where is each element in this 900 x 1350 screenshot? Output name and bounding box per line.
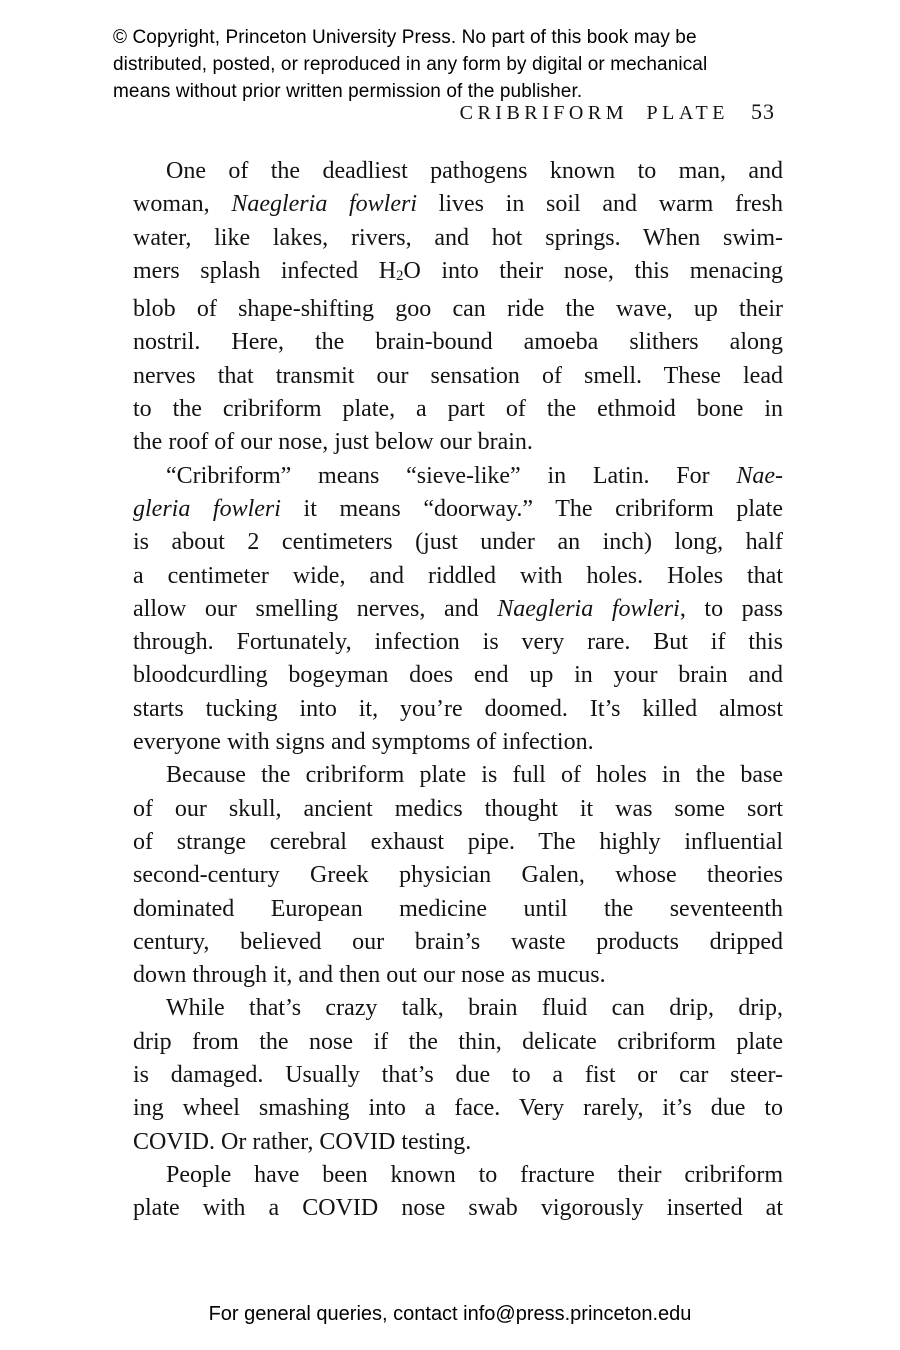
text-segment: One of the deadliest pathogens known to man, and xyxy=(166,158,783,184)
footer-queries-line: For general queries, contact info@press.princeton.edu xyxy=(208,1303,692,1325)
text-segment: century, believed our brain’s waste products dripped xyxy=(133,928,783,955)
text-line xyxy=(133,926,783,959)
text-line xyxy=(133,426,783,459)
text-line xyxy=(133,759,783,792)
text-line xyxy=(133,726,783,759)
text-line xyxy=(133,793,783,826)
text-line xyxy=(133,593,783,626)
paragraph xyxy=(133,759,783,992)
text-segment: O into their nose, this menacing xyxy=(403,257,783,284)
paragraph xyxy=(133,460,783,760)
text-line xyxy=(133,1192,783,1225)
text-segment: second-century Greek physician Galen, whose theories xyxy=(133,862,783,889)
text-line xyxy=(133,1026,783,1059)
text-line xyxy=(133,1159,783,1192)
text-line xyxy=(133,222,783,255)
text-line xyxy=(133,326,783,359)
text-line xyxy=(133,360,783,393)
text-segment: of our skull, ancient medics thought it was some sort xyxy=(133,795,783,822)
text-segment: COVID. Or rather, COVID testing. xyxy=(133,1128,472,1155)
text-line xyxy=(133,460,783,493)
text-segment: down through it, and then out our nose as mucus. xyxy=(133,962,606,989)
text-segment: lives in soil and warm fresh xyxy=(417,191,783,218)
text-line xyxy=(133,1126,783,1159)
body-text xyxy=(133,155,783,1226)
text-segment: of strange cerebral exhaust pipe. The highly influential xyxy=(133,828,783,855)
paragraph xyxy=(133,155,783,460)
text-segment: is damaged. Usually that’s due to a fist or car steer- xyxy=(133,1062,783,1089)
text-segment: mers splash infected H xyxy=(133,257,397,284)
italic-text: Naegleria fowleri xyxy=(497,595,680,622)
text-segment: “Cribriform” means “sieve-like” in Latin. For xyxy=(166,462,737,489)
text-line xyxy=(133,659,783,692)
text-line xyxy=(133,1059,783,1092)
text-line xyxy=(133,155,783,188)
text-line xyxy=(133,893,783,926)
text-segment: People have been known to fracture their cribriform xyxy=(166,1161,783,1188)
text-segment: blob of shape-shifting goo can ride the wave, up their xyxy=(133,296,783,323)
text-line xyxy=(133,1092,783,1125)
text-line xyxy=(133,493,783,526)
text-line xyxy=(133,626,783,659)
paragraph xyxy=(133,992,783,1158)
text-segment: nerves that transmit our sensation of smell. These lead xyxy=(133,362,783,389)
text-segment: bloodcurdling bogeyman does end up in your brain and xyxy=(133,662,783,689)
text-segment: to the cribriform plate, a part of the ethmoid bone in xyxy=(133,396,783,423)
paragraph xyxy=(133,1159,783,1226)
text-segment: drip from the nose if the thin, delicate cribriform plate xyxy=(133,1028,783,1055)
text-segment: While that’s crazy talk, brain fluid can drip, drip, xyxy=(166,995,783,1022)
text-line xyxy=(133,526,783,559)
text-line xyxy=(133,188,783,221)
text-line xyxy=(133,393,783,426)
italic-text: Nae- xyxy=(736,462,783,489)
text-segment: water, like lakes, rivers, and hot springs. When swim- xyxy=(133,224,783,251)
italic-text: Naegleria fowleri xyxy=(231,191,417,218)
running-head xyxy=(460,99,775,125)
text-segment: Because the cribriform plate is full of holes in the base xyxy=(166,762,783,789)
italic-text: gleria fowleri xyxy=(133,495,281,522)
copyright-line: distributed, posted, or reproduced in any form by digital or mechanical xyxy=(113,54,708,75)
text-segment: everyone with signs and symptoms of infection. xyxy=(133,729,594,756)
text-line xyxy=(133,992,783,1025)
text-segment: woman, xyxy=(133,191,232,218)
text-segment: plate with a COVID nose swab vigorously inserted at xyxy=(133,1195,783,1222)
text-segment: through. Fortunately, infection is very rare. But if this xyxy=(133,629,783,656)
text-segment: ing wheel smashing into a face. Very rarely, it’s due to xyxy=(133,1095,783,1122)
text-line xyxy=(133,255,783,293)
copyright-line: means without prior written permission of the publisher. xyxy=(113,81,583,102)
text-segment: dominated European medicine until the seventeenth xyxy=(133,895,783,922)
text-line xyxy=(133,859,783,892)
subscript-text: 2 xyxy=(396,267,404,284)
text-line xyxy=(133,560,783,593)
text-segment: , to pass xyxy=(679,595,784,622)
copyright-line: © Copyright, Princeton University Press. No part of this book may be xyxy=(113,27,697,48)
text-segment: nostril. Here, the brain-bound amoeba slithers along xyxy=(133,329,783,356)
text-segment: allow our smelling nerves, and xyxy=(133,595,498,622)
running-head-title: CRIBRIFORM PLATE xyxy=(459,102,729,124)
copyright-notice xyxy=(113,24,808,105)
text-segment: it means “doorway.” The cribriform plate xyxy=(280,495,784,522)
text-segment: is about 2 centimeters (just under an inch) long, half xyxy=(133,529,783,556)
text-line xyxy=(133,826,783,859)
text-line xyxy=(133,959,783,992)
text-segment: starts tucking into it, you’re doomed. It’s killed almost xyxy=(133,695,783,722)
text-line xyxy=(133,693,783,726)
page-number: 53 xyxy=(751,99,775,124)
text-segment: a centimeter wide, and riddled with holes. Holes that xyxy=(133,562,783,589)
text-line xyxy=(133,293,783,326)
text-segment: the roof of our nose, just below our brain. xyxy=(133,429,533,456)
